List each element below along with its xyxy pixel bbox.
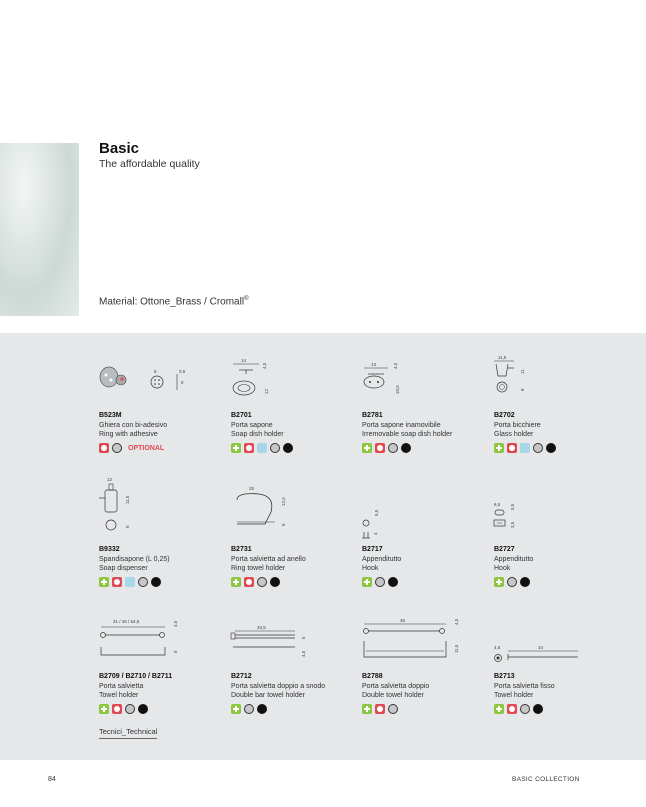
dim-label: 12 <box>264 388 269 394</box>
product-desc-it: Porta salvietta doppio a snodo <box>231 683 326 690</box>
product-code: B2731 <box>231 546 252 553</box>
product-code: B2709 / B2710 / B2711 <box>99 673 173 680</box>
finish-black-icon <box>533 704 543 714</box>
finish-red-icon <box>112 704 122 714</box>
product-desc-it: Ghiera con bi-adesivo <box>99 422 168 429</box>
dim-label: 31 / 46 / 64,5 <box>113 619 140 624</box>
product-drawing <box>231 617 356 672</box>
technical-link[interactable]: Tecnici_Technical <box>99 727 157 739</box>
page-title: Basic <box>99 140 140 157</box>
finish-black-icon <box>270 577 280 587</box>
product-code: B2717 <box>362 546 383 553</box>
material-swatch-image <box>0 143 79 316</box>
finish-grey-icon <box>507 577 517 587</box>
dim-label: 4 <box>373 532 378 535</box>
dim-label: 12,5 <box>281 497 286 506</box>
finish-green-icon <box>99 577 109 587</box>
dim-label: 8 <box>181 380 184 385</box>
finish-black-icon <box>283 443 293 453</box>
dim-label: 11,5 <box>454 644 459 653</box>
finish-green-icon <box>362 704 372 714</box>
dim-label: 4,5 <box>494 645 501 650</box>
product-desc-en: Soap dish holder <box>231 431 284 438</box>
dim-label: 14 <box>241 358 247 363</box>
product-drawing <box>362 490 487 545</box>
dim-label: 8 <box>520 388 525 391</box>
finish-swatches <box>99 443 164 453</box>
product-desc-it: Porta sapone inamovibile <box>362 422 441 429</box>
finish-green-icon <box>99 704 109 714</box>
finish-grey-icon <box>520 704 530 714</box>
finish-red-icon <box>375 443 385 453</box>
dim-label: 5,5 <box>374 509 379 516</box>
dim-label: 11,5 <box>125 495 130 504</box>
finish-green-icon <box>362 577 372 587</box>
product-code: B2788 <box>362 673 383 680</box>
dim-label: 46 <box>400 618 406 623</box>
dim-label: 12 <box>107 477 113 482</box>
dim-label: 5 <box>301 636 306 639</box>
finish-grey-icon <box>125 704 135 714</box>
finish-grey-icon <box>388 704 398 714</box>
finish-red-icon <box>99 443 109 453</box>
dim-label: 8 <box>154 369 157 374</box>
product-desc-it: Spandisapone (L 0,25) <box>99 556 170 563</box>
product-desc-it: Appenditutto <box>494 556 534 563</box>
product-desc-en: Ring towel holder <box>231 565 286 572</box>
dim-label: 8 <box>125 525 130 528</box>
product-drawing <box>99 617 224 672</box>
product-code: B523M <box>99 412 122 419</box>
product-desc-it: Appenditutto <box>362 556 402 563</box>
finish-grey-icon <box>375 577 385 587</box>
finish-swatches <box>231 577 280 587</box>
registered-mark: ® <box>244 296 249 302</box>
product-code: B2781 <box>362 412 383 419</box>
product-drawing <box>362 617 487 672</box>
dim-label: 11 <box>520 369 525 374</box>
product-drawing <box>362 356 487 411</box>
product-drawing <box>99 477 224 545</box>
finish-red-icon <box>244 577 254 587</box>
finish-swatches <box>362 704 398 714</box>
finish-green-icon <box>494 443 504 453</box>
product-desc-en: Towel holder <box>99 692 139 699</box>
finish-green-icon <box>231 577 241 587</box>
product-drawing <box>494 490 619 545</box>
finish-red-icon <box>112 577 122 587</box>
product-desc-it: Porta salvietta <box>99 683 144 690</box>
dim-label: 8 <box>281 523 286 526</box>
dim-label: 4,5 <box>393 362 398 369</box>
product-code: B2702 <box>494 412 515 419</box>
product-desc-en: Soap dispenser <box>99 565 148 572</box>
finish-green-icon <box>362 443 372 453</box>
product-desc-en: Ring with adhesive <box>99 431 158 438</box>
finish-blue-icon <box>125 577 135 587</box>
material-label: Material: Ottone_Brass / Cromall <box>99 296 245 308</box>
product-desc-en: Hook <box>494 565 511 572</box>
finish-green-icon <box>231 704 241 714</box>
finish-swatches <box>494 443 556 453</box>
product-desc-en: Hook <box>362 565 379 572</box>
finish-swatches <box>231 443 293 453</box>
product-code: B9332 <box>99 546 120 553</box>
finish-swatches <box>99 704 148 714</box>
finish-swatches <box>362 577 398 587</box>
product-desc-it: Porta salvietta fisso <box>494 683 555 690</box>
finish-black-icon <box>151 577 161 587</box>
product-drawing <box>231 486 356 545</box>
product-desc-en: Irremovable soap dish holder <box>362 431 453 438</box>
finish-black-icon <box>388 577 398 587</box>
product-desc-en: Glass holder <box>494 431 534 438</box>
dim-label: 4,5 <box>454 618 459 625</box>
product-drawing <box>231 356 356 411</box>
finish-red-icon <box>375 704 385 714</box>
product-drawing <box>99 356 224 411</box>
finish-grey-icon <box>257 577 267 587</box>
finish-black-icon <box>257 704 267 714</box>
footer-collection: BASIC COLLECTION <box>512 776 580 783</box>
dim-label: 10,5 <box>395 385 400 394</box>
finish-swatches <box>99 577 161 587</box>
product-desc-en: Double bar towel holder <box>231 692 305 699</box>
finish-green-icon <box>231 443 241 453</box>
finish-grey-icon <box>244 704 254 714</box>
product-code: B2712 <box>231 673 252 680</box>
product-code: B2713 <box>494 673 515 680</box>
finish-red-icon <box>244 443 254 453</box>
dim-label: 4,5 <box>173 620 178 627</box>
product-desc-it: Porta salvietta doppio <box>362 683 430 690</box>
optional-label: OPTIONAL <box>128 444 165 452</box>
dim-label: 8 <box>173 650 178 653</box>
product-desc-it: Porta salvietta ad anello <box>231 556 306 563</box>
dim-label: 5,5 <box>510 503 515 510</box>
page-subtitle: The affordable quality <box>99 158 200 170</box>
dim-label: 0,5 <box>179 369 186 374</box>
dim-label: 6,5 <box>494 502 501 507</box>
product-code: B2701 <box>231 412 252 419</box>
finish-grey-icon <box>533 443 543 453</box>
dim-label: 3,5 <box>510 521 515 528</box>
finish-blue-icon <box>520 443 530 453</box>
material-line <box>99 296 248 307</box>
product-drawing <box>494 356 619 411</box>
product-desc-en: Double towel holder <box>362 692 424 699</box>
dim-label: 11,5 <box>498 355 507 360</box>
dim-label: 34 <box>538 645 544 650</box>
finish-grey-icon <box>112 443 122 453</box>
finish-green-icon <box>494 704 504 714</box>
finish-green-icon <box>494 577 504 587</box>
product-code: B2727 <box>494 546 515 553</box>
product-desc-it: Porta bicchiere <box>494 422 541 429</box>
finish-swatches <box>362 443 411 453</box>
finish-black-icon <box>401 443 411 453</box>
finish-red-icon <box>507 704 517 714</box>
finish-black-icon <box>520 577 530 587</box>
finish-grey-icon <box>388 443 398 453</box>
finish-swatches <box>494 577 530 587</box>
product-desc-it: Porta sapone <box>231 422 273 429</box>
finish-swatches <box>231 704 267 714</box>
finish-red-icon <box>507 443 517 453</box>
finish-black-icon <box>138 704 148 714</box>
finish-grey-icon <box>270 443 280 453</box>
finish-grey-icon <box>138 577 148 587</box>
dim-label: 34,5 <box>257 625 266 630</box>
dim-label: 4,5 <box>262 362 267 369</box>
product-drawing <box>494 617 619 672</box>
dim-label: 4,5 <box>301 650 306 657</box>
finish-black-icon <box>546 443 556 453</box>
dim-label: 25 <box>249 486 255 491</box>
finish-swatches <box>494 704 543 714</box>
product-desc-en: Towel holder <box>494 692 534 699</box>
finish-blue-icon <box>257 443 267 453</box>
page-number: 84 <box>48 776 56 783</box>
dim-label: 13 <box>371 362 377 367</box>
